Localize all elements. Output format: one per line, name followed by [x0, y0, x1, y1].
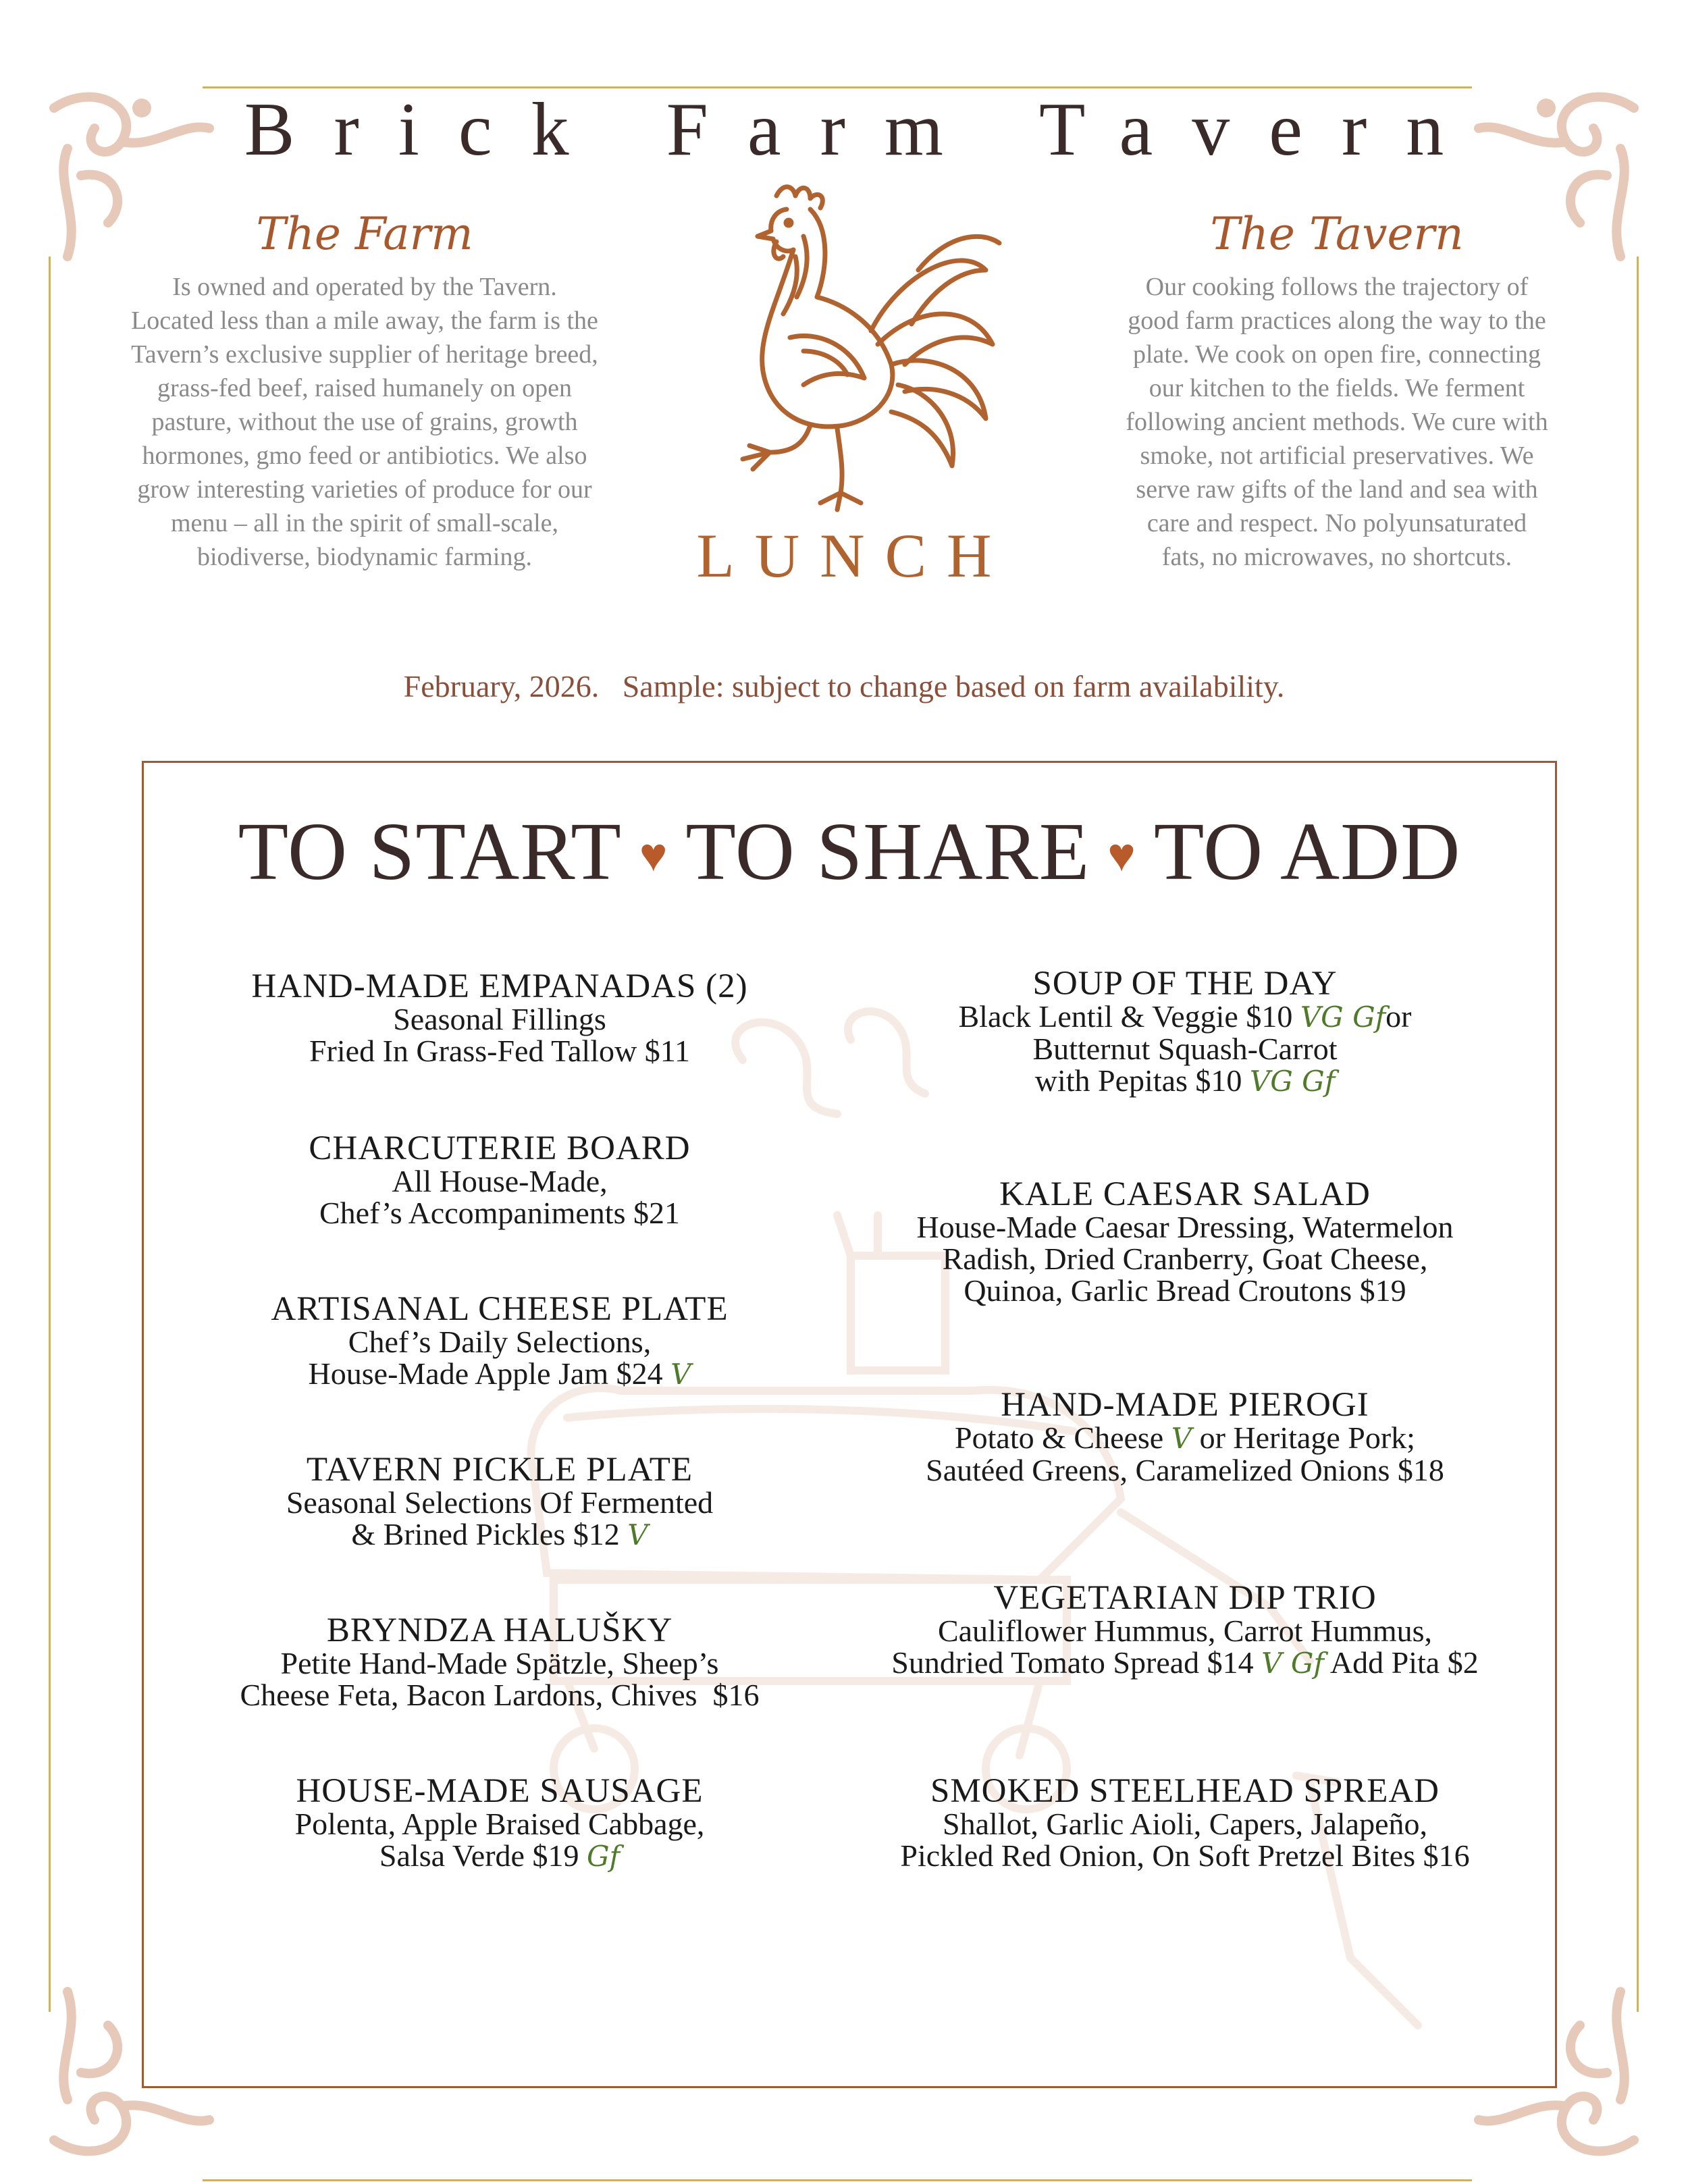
tavern-line: following ancient methods. We cure with	[1126, 408, 1548, 436]
farm-line: grass-fed beef, raised humanely on open	[157, 374, 573, 402]
menu-item	[830, 1581, 1539, 1679]
section-to-start: TO START	[238, 806, 622, 897]
item-desc-line	[830, 1065, 1539, 1097]
item-desc: Sundried Tomato Spread $14	[891, 1645, 1254, 1680]
item-desc: Chef’s Accompaniments $21	[319, 1196, 680, 1230]
item-desc: Sautéed Greens, Caramelized Onions $18	[926, 1453, 1444, 1487]
farm-description	[68, 270, 662, 574]
item-name: BRYNDZA HALUŠKY	[326, 1612, 673, 1649]
gluten-free-mark: Gf	[586, 1840, 621, 1873]
farm-line: menu – all in the spirit of small-scale,	[170, 509, 559, 537]
item-name: SOUP OF THE DAY	[1032, 965, 1338, 1003]
item-desc-line	[162, 1358, 837, 1390]
item-desc: Black Lentil & Veggie $10	[958, 999, 1293, 1034]
tavern-line: good farm practices along the way to the	[1128, 307, 1546, 335]
item-desc: Quinoa, Garlic Bread Croutons $19	[964, 1273, 1406, 1308]
item-desc: Chef’s Daily Selections,	[348, 1325, 652, 1359]
farm-heading: The Farm	[256, 208, 473, 260]
menu-item	[830, 1774, 1539, 1871]
menu-item	[162, 969, 837, 1067]
tavern-line: smoke, not artificial preservatives. We	[1140, 442, 1534, 470]
item-desc: Cauliflower Hummus, Carrot Hummus,	[937, 1614, 1433, 1648]
menu-item	[162, 1131, 837, 1229]
item-desc: & Brined Pickles $12	[351, 1517, 620, 1551]
item-desc: Butternut Squash-Carrot	[1032, 1032, 1338, 1066]
vegetarian-mark: V	[627, 1518, 648, 1551]
vegetarian-gluten-free-mark: V Gf	[1261, 1647, 1324, 1680]
heart-icon: ♥	[1107, 830, 1136, 882]
item-desc: Salsa Verde $19	[379, 1838, 579, 1873]
tavern-description	[1040, 270, 1634, 574]
section-heading	[142, 805, 1557, 899]
item-desc-line	[830, 1001, 1539, 1033]
tavern-line: our kitchen to the fields. We ferment	[1149, 374, 1525, 402]
item-desc: Shallot, Garlic Aioli, Capers, Jalapeño,	[943, 1807, 1427, 1841]
tavern-line: fats, no microwaves, no shortcuts.	[1161, 543, 1512, 571]
item-desc-line	[162, 1518, 837, 1551]
item-desc: Add Pita $2	[1329, 1645, 1479, 1680]
item-name: HAND-MADE EMPANADAS (2)	[251, 967, 748, 1005]
item-name: VEGETARIAN DIP TRIO	[993, 1579, 1377, 1617]
menu-item	[162, 1774, 837, 1872]
vegan-gluten-free-mark: VG Gf	[1300, 1001, 1386, 1034]
farm-line: grow interesting varieties of produce for our	[137, 475, 592, 504]
frame-left-line	[49, 257, 51, 2012]
heart-icon: ♥	[639, 830, 668, 882]
item-desc: Petite Hand-Made Spätzle, Sheep’s	[280, 1646, 719, 1680]
item-desc: Cheese Feta, Bacon Lardons, Chives $16	[240, 1678, 760, 1712]
rooster-icon	[675, 169, 1026, 520]
menu-item	[830, 1388, 1539, 1486]
date-note: February, 2026. Sample: subject to change based on farm availability.	[403, 669, 1285, 703]
item-desc-line	[830, 1647, 1539, 1679]
item-desc: Potato & Cheese	[955, 1420, 1164, 1455]
item-desc: All House-Made,	[392, 1164, 608, 1198]
item-name: ARTISANAL CHEESE PLATE	[271, 1290, 729, 1328]
item-name: HOUSE-MADE SAUSAGE	[296, 1772, 704, 1810]
item-desc: or Heritage Pork;	[1199, 1420, 1415, 1455]
menu-item	[162, 1614, 837, 1711]
section-to-add: TO ADD	[1153, 806, 1461, 897]
menu-item	[162, 1453, 837, 1551]
frame-bottom-line	[203, 2179, 1472, 2181]
tavern-line: serve raw gifts of the land and sea with	[1136, 475, 1538, 504]
item-desc: Fried In Grass-Fed Tallow $11	[309, 1034, 691, 1068]
item-desc: Radish, Dried Cranberry, Goat Cheese,	[942, 1242, 1428, 1276]
vegetarian-mark: V	[670, 1358, 691, 1391]
farm-line: biodiverse, biodynamic farming.	[197, 543, 532, 571]
tavern-line: Our cooking follows the trajectory of	[1145, 273, 1529, 301]
item-name: SMOKED STEELHEAD SPREAD	[930, 1772, 1440, 1810]
item-name: KALE CAESAR SALAD	[999, 1175, 1371, 1213]
item-name: CHARCUTERIE BOARD	[309, 1129, 691, 1167]
item-desc: House-Made Caesar Dressing, Watermelon	[916, 1210, 1454, 1244]
item-name: HAND-MADE PIEROGI	[1001, 1386, 1369, 1424]
section-to-share: TO SHARE	[685, 806, 1090, 897]
tavern-heading: The Tavern	[1210, 208, 1464, 260]
item-name: TAVERN PICKLE PLATE	[306, 1451, 693, 1489]
item-desc: Seasonal Selections Of Fermented	[286, 1485, 714, 1520]
frame-right-line	[1637, 257, 1639, 2012]
item-desc: House-Made Apple Jam $24	[308, 1356, 663, 1391]
item-desc: Seasonal Fillings	[393, 1002, 606, 1036]
tavern-line: care and respect. No polyunsaturated	[1146, 509, 1527, 537]
menu-item	[830, 967, 1539, 1097]
item-desc: with Pepitas $10	[1034, 1063, 1242, 1098]
item-desc-line	[162, 1840, 837, 1872]
restaurant-title: Brick Farm Tavern	[244, 88, 1483, 171]
farm-line: Located less than a mile away, the farm is the	[131, 307, 598, 335]
item-desc: Polenta, Apple Braised Cabbage,	[294, 1807, 705, 1841]
menu-item	[162, 1292, 837, 1390]
farm-line: hormones, gmo feed or antibiotics. We also	[142, 442, 587, 470]
item-desc: or	[1386, 999, 1412, 1034]
farm-line: Tavern’s exclusive supplier of heritage breed,	[131, 340, 598, 369]
farm-line: pasture, without the use of grains, growth	[151, 408, 578, 436]
vegetarian-mark: V	[1171, 1422, 1192, 1455]
farm-line: Is owned and operated by the Tavern.	[172, 273, 557, 301]
tavern-line: plate. We cook on open fire, connecting	[1132, 340, 1541, 369]
menu-item	[830, 1177, 1539, 1306]
item-desc: Pickled Red Onion, On Soft Pretzel Bites $16	[900, 1838, 1470, 1873]
meal-label: LUNCH	[696, 521, 1012, 590]
item-desc-line	[830, 1422, 1539, 1454]
vegan-gluten-free-mark: VG Gf	[1249, 1065, 1336, 1098]
